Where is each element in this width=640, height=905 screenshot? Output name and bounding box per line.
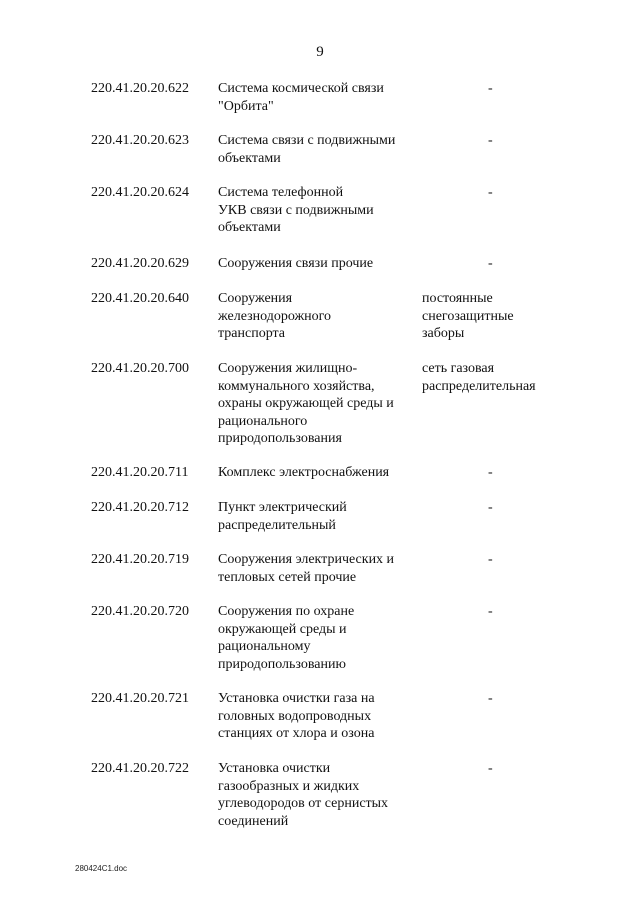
row-name: Сооружения жилищно- коммунального хозяйства, охраны окружающей среды и рационального природопользования <box>218 361 394 446</box>
row-code: 220.41.20.20.721 <box>91 691 189 706</box>
row-code: 220.41.20.20.622 <box>91 81 189 96</box>
row-name: Система связи с подвижными объектами <box>218 133 396 166</box>
row-name: Комплекс электроснабжения <box>218 465 390 480</box>
row-note: постоянные снегозащитные заборы <box>422 291 514 341</box>
row-code: 220.41.20.20.629 <box>91 256 189 271</box>
row-code: 220.41.20.20.712 <box>91 500 189 515</box>
page-number: 9 <box>316 44 324 60</box>
row-note: - <box>488 604 493 619</box>
row-name: Сооружения связи прочие <box>218 256 374 271</box>
row-note: - <box>488 691 493 706</box>
row-note: - <box>488 256 493 271</box>
row-note: - <box>488 761 493 776</box>
row-note: - <box>488 500 493 515</box>
row-code: 220.41.20.20.719 <box>91 552 189 567</box>
row-note: сеть газовая распределительная <box>422 361 536 394</box>
row-code: 220.41.20.20.640 <box>91 291 189 306</box>
row-name: Система космической связи "Орбита" <box>218 81 384 114</box>
row-note: - <box>488 465 493 480</box>
row-code: 220.41.20.20.624 <box>91 185 189 200</box>
row-name: Пункт электрический распределительный <box>218 500 347 533</box>
row-name: Установка очистки газообразных и жидких углеводородов от сернистых соединений <box>218 761 389 829</box>
row-note: - <box>488 552 493 567</box>
row-name: Система телефонной УКВ связи с подвижными объектами <box>218 185 374 235</box>
row-code: 220.41.20.20.623 <box>91 133 189 148</box>
row-name: Сооружения электрических и тепловых сетей прочие <box>218 552 395 585</box>
row-code: 220.41.20.20.720 <box>91 604 189 619</box>
row-note: - <box>488 133 493 148</box>
row-code: 220.41.20.20.700 <box>91 361 189 376</box>
row-note: - <box>488 81 493 96</box>
row-code: 220.41.20.20.711 <box>91 465 189 480</box>
file-name-footer: 280424С1.doc <box>75 864 128 873</box>
row-code: 220.41.20.20.722 <box>91 761 189 776</box>
row-name: Сооружения железнодорожного транспорта <box>218 291 332 341</box>
row-name: Установка очистки газа на головных водопроводных станциях от хлора и озона <box>218 691 375 741</box>
row-note: - <box>488 185 493 200</box>
row-name: Сооружения по охране окружающей среды и рациональному природопользованию <box>218 604 355 672</box>
